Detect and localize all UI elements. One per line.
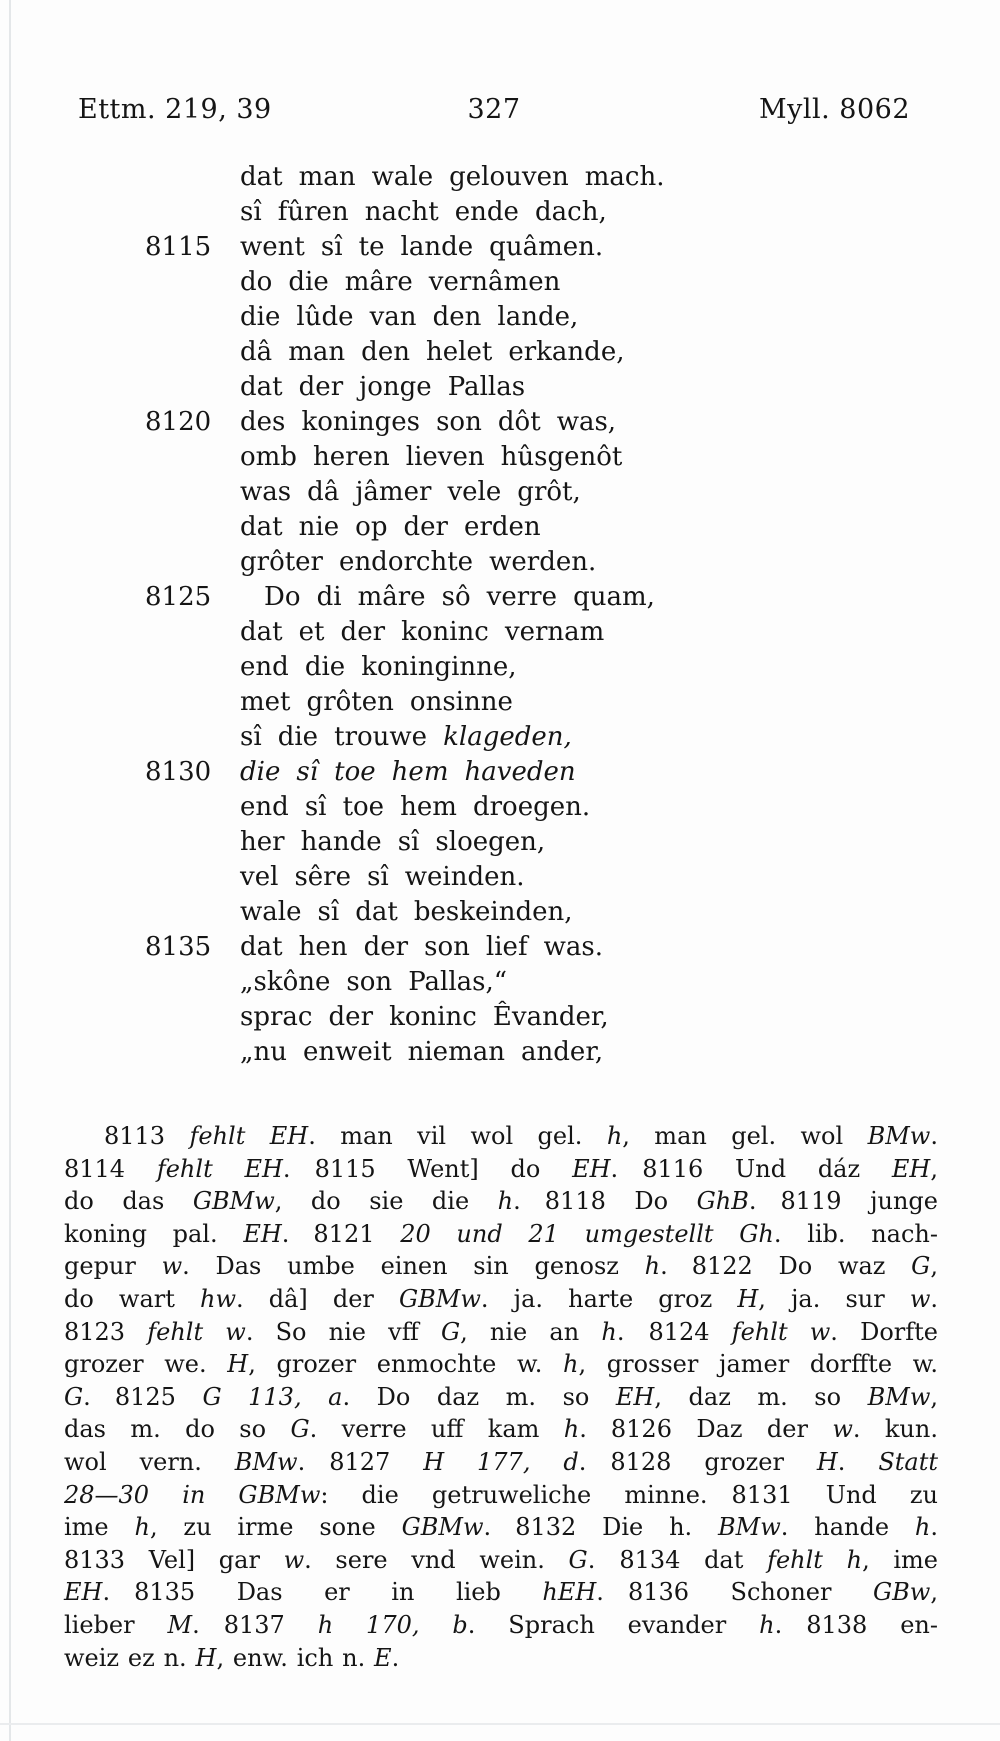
- italic-text: fehlt w: [731, 1317, 831, 1346]
- text: .: [587, 1545, 596, 1574]
- verse-line: [240, 895, 1000, 930]
- text: .: [102, 1578, 111, 1607]
- verse-line: [240, 265, 1000, 300]
- text: . sere vnd wein.: [304, 1545, 569, 1574]
- apparatus-line: [64, 1348, 938, 1381]
- text: dat der jonge Pallas: [240, 372, 526, 402]
- apparatus-line: [64, 1381, 938, 1414]
- verse-line-text: [240, 967, 507, 997]
- verse-line: [240, 825, 1000, 860]
- text: . dâ] der: [235, 1284, 399, 1313]
- italic-text: 28—30 in GBMw: [64, 1480, 321, 1509]
- verse-line-text: [240, 897, 573, 927]
- text: dat nie op der erden: [240, 512, 541, 542]
- apparatus-line: [64, 1283, 938, 1316]
- verse-line-number: 8130: [145, 757, 212, 787]
- verse-line: [145, 580, 1000, 615]
- apparatus-line: [64, 1446, 938, 1479]
- italic-text: fehlt EH: [156, 1154, 283, 1183]
- apparatus-line: [64, 1479, 938, 1512]
- text: grôter endorchte werden.: [240, 547, 597, 577]
- italic-text: BMw: [234, 1447, 298, 1476]
- apparatus-line: [64, 1544, 938, 1577]
- verse-line-text: [240, 757, 576, 787]
- verse-line-text: [240, 442, 622, 472]
- italic-text: h: [563, 1415, 580, 1444]
- text: end sî toe hem droegen.: [240, 792, 591, 822]
- text: met grôten onsinne: [240, 687, 513, 717]
- verse-line-text: [240, 337, 624, 367]
- text: omb heren lieven hûsgenôt: [240, 442, 623, 472]
- italic-text: EH: [615, 1382, 655, 1411]
- italic-text: fehlt EH: [189, 1122, 309, 1150]
- verse-line-text: [240, 687, 513, 717]
- text: . ja. harte groz: [480, 1284, 738, 1313]
- text: .: [192, 1610, 200, 1639]
- apparatus-line: [64, 1218, 938, 1251]
- italic-text: BMw: [867, 1382, 931, 1411]
- text: grozer we.: [64, 1350, 228, 1379]
- verse-line-text: [240, 617, 604, 647]
- text: 8131 Und zu: [731, 1480, 938, 1509]
- text: 8121: [313, 1219, 401, 1248]
- text: , daz m. so: [654, 1382, 868, 1411]
- verse-line-text: [240, 722, 572, 752]
- text: , ja. sur: [758, 1284, 910, 1313]
- verse-line: [145, 930, 1000, 965]
- text: lieber: [64, 1610, 168, 1639]
- text: .: [483, 1513, 492, 1542]
- italic-text: G: [64, 1382, 84, 1411]
- verse-line: [240, 370, 1000, 405]
- text: .: [930, 1122, 938, 1150]
- verse-line-text: [240, 862, 525, 892]
- apparatus-line: [64, 1250, 938, 1283]
- text: . verre uff kam: [309, 1415, 564, 1444]
- italic-text: h: [644, 1252, 661, 1281]
- italic-text: EH: [243, 1219, 282, 1248]
- verse-line-number: 8115: [145, 232, 212, 262]
- text: , grosser jamer dorffte w.: [578, 1350, 939, 1379]
- verse-line-text: [240, 827, 545, 857]
- italic-text: EH: [572, 1154, 611, 1183]
- italic-text: die sî toe hem haveden: [240, 757, 576, 787]
- verse-line-number: 8120: [145, 407, 212, 437]
- text: . Sprach evander: [467, 1610, 760, 1639]
- verse-line: [240, 1000, 1000, 1035]
- text: .: [837, 1447, 879, 1476]
- verse-line-text: [240, 652, 517, 682]
- italic-text: fehlt w: [147, 1317, 246, 1346]
- header-right-reference: Myll. 8062: [758, 94, 911, 125]
- text: ime: [64, 1513, 135, 1542]
- text: . Das umbe einen sin genosz: [182, 1252, 645, 1281]
- text: .: [579, 1415, 587, 1444]
- italic-text: h 170, b: [317, 1610, 468, 1639]
- apparatus-line: [64, 1120, 938, 1153]
- text: .: [610, 1154, 619, 1183]
- running-head: [78, 94, 910, 125]
- verse-line: [240, 545, 1000, 580]
- text: „nu enweit nieman ander,: [240, 1037, 604, 1067]
- verse-line: [240, 1035, 1000, 1070]
- italic-text: EH: [64, 1578, 103, 1607]
- text: wol vern.: [64, 1447, 235, 1476]
- italic-text: H 177, d: [423, 1447, 579, 1476]
- verse-line: [240, 195, 1000, 230]
- italic-text: GhB: [696, 1187, 749, 1216]
- text: , enw. ich n.: [216, 1643, 375, 1672]
- italic-text: klageden,: [443, 722, 572, 752]
- italic-text: BMw: [867, 1122, 931, 1150]
- text: , grozer enmochte w.: [248, 1350, 564, 1379]
- verse-line-text: [240, 302, 578, 332]
- text: koning pal.: [64, 1219, 244, 1248]
- verse-line-text: [240, 512, 541, 542]
- text: her hande sî sloegen,: [240, 827, 546, 857]
- text: 8136 Schoner: [627, 1578, 873, 1607]
- text: 8127: [329, 1447, 424, 1476]
- italic-text: Statt: [878, 1447, 938, 1476]
- text: 8114: [64, 1154, 157, 1183]
- verse-line: [145, 755, 1000, 790]
- italic-text: H: [816, 1447, 838, 1476]
- text: 8128 grozer: [610, 1447, 817, 1476]
- text: 8138 en-: [806, 1610, 938, 1639]
- verse-line-text: [240, 1037, 603, 1067]
- italic-text: h: [601, 1317, 617, 1346]
- text: Do di mâre sô verre quam,: [264, 582, 655, 612]
- text: : die getruweliche minne.: [320, 1480, 708, 1509]
- verse-line: [240, 720, 1000, 755]
- italic-text: h: [563, 1350, 579, 1379]
- text: ,: [930, 1578, 938, 1607]
- text: vel sêre sî weinden.: [240, 862, 525, 892]
- italic-text: w: [832, 1415, 853, 1444]
- header-left-reference: Ettm. 219, 39: [78, 94, 272, 125]
- italic-text: h: [914, 1513, 931, 1542]
- text: .: [660, 1252, 668, 1281]
- text: do wart: [64, 1284, 200, 1313]
- verse-line: [240, 650, 1000, 685]
- text: 8123: [64, 1317, 148, 1346]
- text: , ime: [862, 1545, 938, 1574]
- italic-text: h: [759, 1610, 775, 1639]
- italic-text: G: [290, 1415, 310, 1444]
- text: , do sie die: [274, 1187, 498, 1216]
- text: .: [281, 1219, 290, 1248]
- verse-line-text: [240, 162, 665, 192]
- italic-text: GBMw: [192, 1187, 275, 1216]
- verse-line-text: [240, 547, 596, 577]
- verse-line: [240, 615, 1000, 650]
- text: . kun.: [852, 1415, 938, 1444]
- verse-line: [240, 510, 1000, 545]
- italic-text: EH: [891, 1154, 931, 1183]
- text: dat man wale gelouven mach.: [240, 162, 665, 192]
- verse-line: [240, 160, 1000, 195]
- italic-text: w: [161, 1252, 183, 1281]
- text: 8134 dat: [619, 1545, 768, 1574]
- verse-line-number: 8125: [145, 582, 212, 612]
- apparatus-line: [64, 1609, 938, 1642]
- italic-text: w: [909, 1284, 931, 1313]
- verse-line-text: [240, 267, 560, 297]
- italic-text: H: [737, 1284, 759, 1313]
- text: went sî te lande quâmen.: [240, 232, 604, 262]
- text: das m. do so: [64, 1415, 291, 1444]
- italic-text: M: [167, 1610, 193, 1639]
- apparatus-line: [64, 1185, 938, 1218]
- text: 8135 Das er in lieb: [134, 1578, 543, 1607]
- italic-text: GBMw: [398, 1284, 481, 1313]
- text: .: [282, 1154, 291, 1183]
- apparatus-line: [64, 1642, 938, 1675]
- text: 8125: [114, 1382, 203, 1411]
- text: weiz ez n.: [64, 1643, 196, 1672]
- verse-line: [240, 790, 1000, 825]
- verse-line-text: [240, 477, 581, 507]
- text: des koninges son dôt was,: [240, 407, 617, 437]
- verse-line-text: [240, 232, 603, 262]
- text: ,: [930, 1252, 938, 1281]
- text: die lûde van den lande,: [240, 302, 579, 332]
- text: dâ man den helet erkande,: [240, 337, 625, 367]
- verse-line-text: [240, 1002, 609, 1032]
- verse-line-text: [240, 372, 525, 402]
- text: .: [578, 1447, 587, 1476]
- verse-line: [240, 440, 1000, 475]
- italic-text: 20 und 21 umgestellt Gh: [400, 1219, 774, 1248]
- verse-line-text: [240, 582, 655, 612]
- verse-line: [240, 965, 1000, 1000]
- text: .: [748, 1187, 757, 1216]
- verse-line: [240, 300, 1000, 335]
- verse-line: [240, 860, 1000, 895]
- apparatus-line: [64, 1576, 938, 1609]
- italic-text: G: [440, 1317, 461, 1346]
- text: sprac der koninc Êvander,: [240, 1002, 609, 1032]
- italic-text: h: [497, 1187, 514, 1216]
- text: 8113: [104, 1122, 190, 1150]
- text: . lib. nach-: [773, 1219, 938, 1248]
- text: gepur: [64, 1252, 162, 1281]
- text: 8122 Do waz: [691, 1252, 912, 1281]
- italic-text: E: [374, 1643, 392, 1672]
- verse-line-text: [240, 792, 590, 822]
- text: . hande: [780, 1513, 915, 1542]
- text: , zu irme sone: [149, 1513, 402, 1542]
- page-number: 327: [467, 94, 521, 125]
- text: sî fûren nacht ende dach,: [240, 197, 607, 227]
- verse-line-text: [240, 197, 607, 227]
- text: dat et der koninc vernam: [240, 617, 605, 647]
- text: 8132 Die h.: [515, 1513, 719, 1542]
- text: do das: [64, 1187, 193, 1216]
- italic-text: G 113, a: [202, 1382, 343, 1411]
- italic-text: H: [227, 1350, 249, 1379]
- text: .: [297, 1447, 306, 1476]
- text: 8126 Daz der: [610, 1415, 833, 1444]
- text: .: [774, 1610, 783, 1639]
- italic-text: GBw: [872, 1578, 931, 1607]
- italic-text: h: [134, 1513, 150, 1542]
- italic-text: w: [283, 1545, 305, 1574]
- text: .: [930, 1513, 938, 1542]
- italic-text: G: [568, 1545, 588, 1574]
- apparatus-line: [64, 1153, 938, 1186]
- text: 8118 Do: [544, 1187, 697, 1216]
- verse-line-text: [240, 932, 603, 962]
- italic-text: G: [911, 1252, 931, 1281]
- text: 8137: [223, 1610, 318, 1639]
- text: .: [616, 1317, 625, 1346]
- text: 8133 Vel] gar: [64, 1545, 284, 1574]
- italic-text: fehlt h: [767, 1545, 863, 1574]
- text: sî die trouwe: [240, 722, 444, 752]
- text: 8116 Und dáz: [642, 1154, 892, 1183]
- verse-line: [240, 335, 1000, 370]
- apparatus-line: [64, 1511, 938, 1544]
- italic-text: hEH: [542, 1578, 597, 1607]
- verse-line-text: [240, 407, 616, 437]
- text: do die mâre vernâmen: [240, 267, 561, 297]
- italic-text: GBMw: [401, 1513, 484, 1542]
- verse-line: [145, 230, 1000, 265]
- text: , nie an: [460, 1317, 602, 1346]
- verse-line: [240, 685, 1000, 720]
- text: .: [930, 1284, 938, 1313]
- text: .: [83, 1382, 91, 1411]
- text: . So nie vff: [245, 1317, 441, 1346]
- italic-text: H: [195, 1643, 217, 1672]
- text: . Do daz m. so: [342, 1382, 616, 1411]
- text: dat hen der son lief was.: [240, 932, 603, 962]
- text: . man vil wol gel.: [308, 1122, 607, 1150]
- text: ,: [930, 1154, 938, 1183]
- italic-text: hw: [199, 1284, 236, 1313]
- text: wale sî dat beskeinden,: [240, 897, 573, 927]
- text: end die koninginne,: [240, 652, 517, 682]
- text: , man gel. wol: [622, 1122, 868, 1150]
- italic-text: h: [606, 1122, 623, 1150]
- verse-line-number: 8135: [145, 932, 212, 962]
- text: „skône son Pallas,“: [240, 967, 508, 997]
- apparatus-line: [64, 1413, 938, 1446]
- italic-text: BMw: [718, 1513, 781, 1542]
- text: 8124: [648, 1317, 732, 1346]
- verse-text-block: [0, 160, 1000, 1070]
- verse-line: [240, 475, 1000, 510]
- text: was dâ jâmer vele grôt,: [240, 477, 581, 507]
- apparatus-line: [64, 1316, 938, 1349]
- text: .: [391, 1643, 400, 1672]
- text: 8119 junge: [780, 1187, 938, 1216]
- text: . Dorfte: [830, 1317, 938, 1346]
- critical-apparatus: [64, 1120, 938, 1674]
- scan-edge-artifact-bottom: [0, 1723, 1000, 1725]
- verse-line: [145, 405, 1000, 440]
- text: 8115 Went] do: [314, 1154, 573, 1183]
- text: .: [513, 1187, 521, 1216]
- text: ,: [930, 1382, 939, 1411]
- text: .: [596, 1578, 604, 1607]
